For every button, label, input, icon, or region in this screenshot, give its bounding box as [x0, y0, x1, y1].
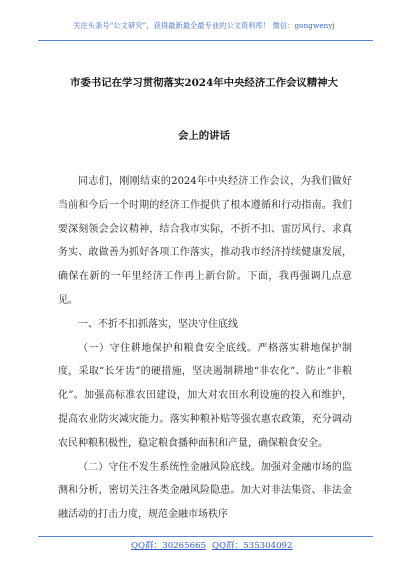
document-title-line-1: 市委书记在学习贯彻落实2024年中央经济工作会议精神大 — [70, 77, 338, 89]
paragraph-farmland-food-security: （一）守住耕地保护和粮食安全底线。严格落实耕地保护制度，采取“长牙齿”的硬措施，坚决遏制耕地“非农化”、防止“非粮化”。加强高标准农田建设，加大对农田水利设施的投入和维护，提高农业防灾减灾能力。落实种粮补贴等强农惠农政策，充分调动农民种粮积极性，稳定粮食播种面积和产量，确保粮食安全。 — [58, 342, 352, 449]
footer-divider — [38, 536, 373, 537]
section-heading-1: 一、不折不扣抓落实，坚决守住底线 — [78, 318, 238, 330]
page-header — [0, 0, 408, 50]
footer-qq-group-1[interactable]: QQ群：30265665 — [131, 541, 207, 551]
document-body — [58, 170, 352, 527]
paragraph-opening: 同志们，刚刚结束的2024年中央经济工作会议，为我们做好当前和今后一个时期的经济工作提供了根本遵循和行动指南。我们要深刻领会会议精神，结合我市实际，不折不扣、雷厉风行、求真务实、敢做善为抓好各项工作落实，推动我市经济持续健康发展，确保在新的一年里经济工作再上新台阶。下面，我再强调几点意见。 — [58, 176, 352, 306]
header-notice: 关注头条号“公文研究”，获得最新最全最专业的公文资料库！ 微信：gongwenyj — [73, 21, 335, 30]
page-footer — [0, 528, 408, 580]
document-title-line-2: 会上的讲话 — [178, 130, 230, 142]
footer-qq-group-2[interactable]: QQ群：535304092 — [212, 541, 293, 551]
header-divider — [38, 40, 373, 41]
paragraph-financial-risk: （二）守住不发生系统性金融风险底线。加强对金融市场的监测和分析，密切关注各类金融风险隐患。加大对非法集资、非法金融活动的打击力度，规范金融市场秩序 — [58, 461, 352, 521]
